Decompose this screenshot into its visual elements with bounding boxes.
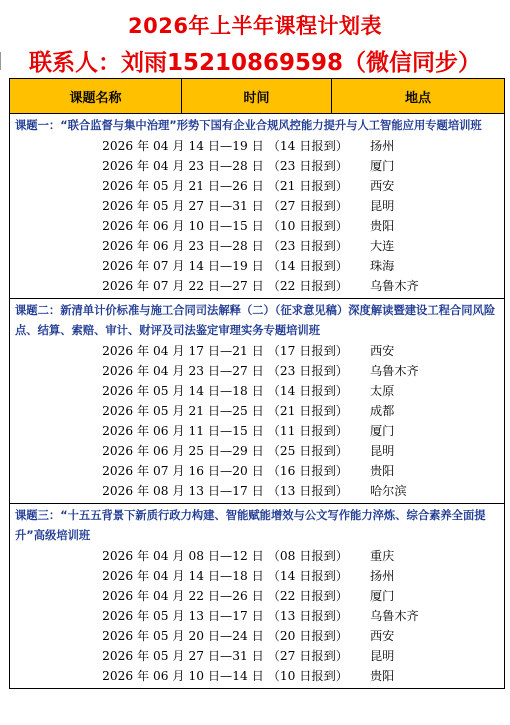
session-row [10, 441, 504, 461]
session-city: 昆明 [370, 649, 395, 663]
session-city: 乌鲁木齐 [370, 609, 419, 623]
course-plan-table [9, 78, 505, 689]
session-row [10, 646, 504, 666]
session-row [10, 361, 504, 381]
session-date: 2026 年 07 月 14 日—19 日 （14 日报到） [102, 259, 348, 273]
session-city: 哈尔滨 [370, 484, 407, 498]
session-city: 厦门 [370, 424, 395, 438]
session-city: 扬州 [370, 139, 395, 153]
session-date: 2026 年 06 月 11 日—15 日 （11 日报到） [102, 424, 348, 438]
session-date: 2026 年 04 月 08 日—12 日 （08 日报到） [102, 549, 348, 563]
topic-cell [10, 504, 505, 689]
session-date: 2026 年 05 月 14 日—18 日 （14 日报到） [102, 384, 348, 398]
column-header-time: 时间 [182, 79, 332, 114]
session-city: 大连 [370, 239, 395, 253]
session-row [10, 276, 504, 296]
session-date: 2026 年 05 月 20 日—24 日 （20 日报到） [102, 629, 348, 643]
session-city: 太原 [370, 384, 395, 398]
session-date: 2026 年 04 月 23 日—27 日 （23 日报到） [102, 364, 348, 378]
session-date: 2026 年 05 月 21 日—25 日 （21 日报到） [102, 404, 348, 418]
topic-title: 课题二：新清单计价标准与施工合同司法解释（二）（征求意见稿）深度解读暨建设工程合同风险点、结算、索赔、审计、财评及司法鉴定审理实务专题培训班 [15, 304, 496, 337]
session-city: 厦门 [370, 159, 395, 173]
session-city: 乌鲁木齐 [370, 279, 419, 293]
session-list [10, 136, 504, 298]
table-header-row [10, 79, 505, 114]
session-date: 2026 年 05 月 27 日—31 日 （27 日报到） [102, 649, 348, 663]
session-date: 2026 年 08 月 13 日—17 日 （13 日报到） [102, 484, 348, 498]
topic-title: 课题一：“联合监督与集中治理”形势下国有企业合规风控能力提升与人工智能应用专题培训班 [15, 119, 482, 132]
session-city: 昆明 [370, 199, 395, 213]
session-row [10, 461, 504, 481]
session-row [10, 156, 504, 176]
session-row [10, 196, 504, 216]
session-date: 2026 年 06 月 23 日—28 日 （23 日报到） [102, 239, 348, 253]
session-city: 昆明 [370, 444, 395, 458]
topic-row [10, 114, 505, 299]
session-row [10, 586, 504, 606]
topic-cell [10, 299, 505, 504]
session-row [10, 481, 504, 501]
session-row [10, 381, 504, 401]
topic-cell [10, 114, 505, 299]
page-title: 2026年上半年课程计划表 [128, 14, 382, 38]
session-date: 2026 年 05 月 21 日—26 日 （21 日报到） [102, 179, 348, 193]
session-date: 2026 年 05 月 13 日—17 日 （13 日报到） [102, 609, 348, 623]
session-row [10, 626, 504, 646]
session-row [10, 546, 504, 566]
session-row [10, 666, 504, 686]
topic-row [10, 504, 505, 689]
session-row [10, 566, 504, 586]
topic-row [10, 299, 505, 504]
column-header-course: 课题名称 [10, 79, 182, 114]
column-header-location: 地点 [332, 79, 505, 114]
session-city: 珠海 [370, 259, 395, 273]
session-row [10, 176, 504, 196]
session-date: 2026 年 04 月 14 日—18 日 （14 日报到） [102, 569, 348, 583]
session-city: 扬州 [370, 569, 395, 583]
session-city: 贵阳 [370, 669, 395, 683]
session-city: 贵阳 [370, 219, 395, 233]
session-list [10, 546, 504, 688]
contact-line: 联系人：刘雨15210869598（微信同步） [28, 50, 482, 76]
session-row [10, 341, 504, 361]
session-date: 2026 年 04 月 14 日—19 日 （14 日报到） [102, 139, 348, 153]
session-list [10, 341, 504, 503]
session-row [10, 606, 504, 626]
session-city: 贵阳 [370, 464, 395, 478]
session-date: 2026 年 04 月 22 日—26 日 （22 日报到） [102, 589, 348, 603]
session-date: 2026 年 06 月 10 日—14 日 （10 日报到） [102, 669, 348, 683]
session-date: 2026 年 04 月 17 日—21 日 （17 日报到） [102, 344, 348, 358]
session-city: 成都 [370, 404, 395, 418]
session-row [10, 236, 504, 256]
session-date: 2026 年 05 月 27 日—31 日 （27 日报到） [102, 199, 348, 213]
session-city: 厦门 [370, 589, 395, 603]
session-city: 乌鲁木齐 [370, 364, 419, 378]
session-date: 2026 年 06 月 10 日—15 日 （10 日报到） [102, 219, 348, 233]
session-date: 2026 年 06 月 25 日—29 日 （25 日报到） [102, 444, 348, 458]
table-body [10, 114, 505, 689]
session-date: 2026 年 07 月 16 日—20 日 （16 日报到） [102, 464, 348, 478]
session-row [10, 401, 504, 421]
topic-title: 课题三：“十五五背景下新质行政力构建、智能赋能增效与公文写作能力淬炼、综合素养全面提升”高级培训班 [15, 509, 486, 542]
session-date: 2026 年 07 月 22 日—27 日 （22 日报到） [102, 279, 348, 293]
session-row [10, 256, 504, 276]
session-city: 重庆 [370, 549, 395, 563]
session-date: 2026 年 04 月 23 日—28 日 （23 日报到） [102, 159, 348, 173]
session-row [10, 421, 504, 441]
session-city: 西安 [370, 344, 395, 358]
session-row [10, 136, 504, 156]
session-row [10, 216, 504, 236]
session-city: 西安 [370, 629, 395, 643]
session-city: 西安 [370, 179, 395, 193]
